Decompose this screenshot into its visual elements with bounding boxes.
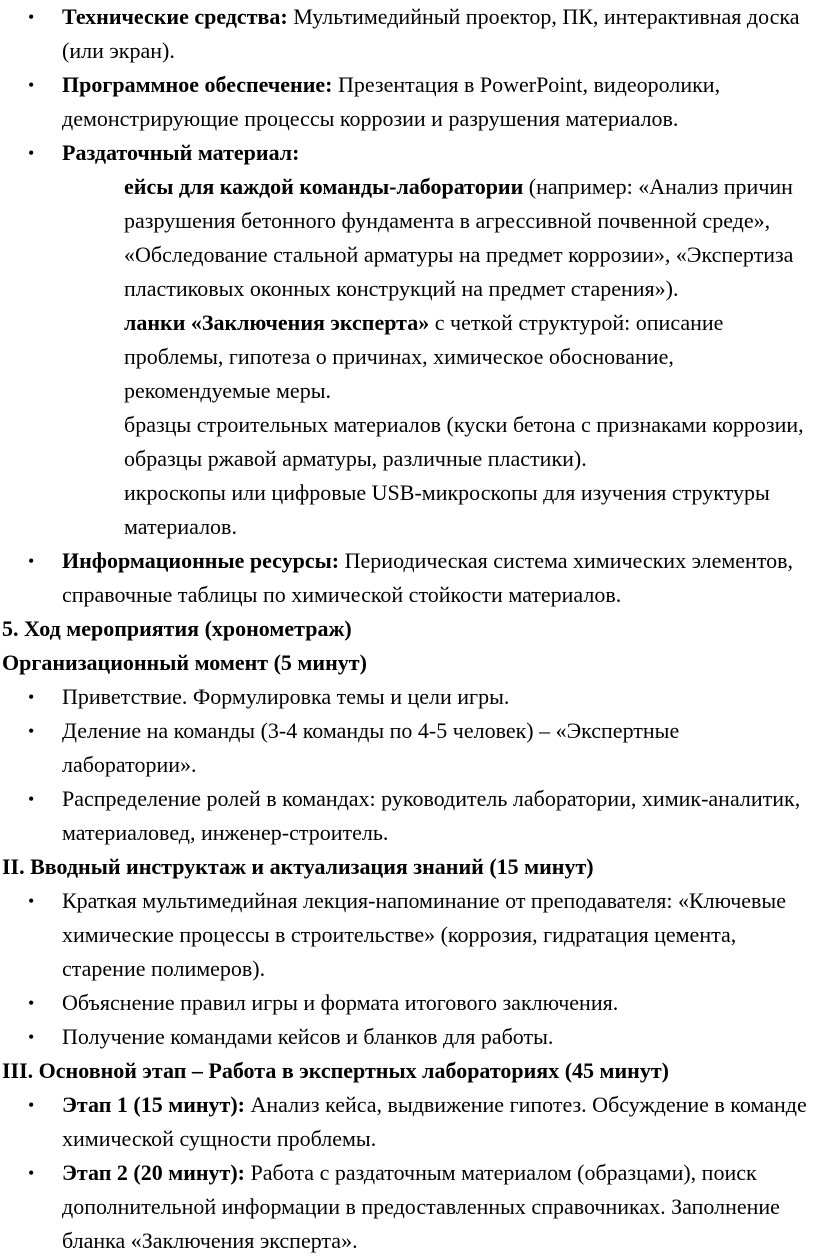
info-list	[0, 544, 816, 612]
list-item-stage-1	[0, 1088, 816, 1156]
item-label: Раздаточный материал:	[62, 140, 300, 165]
list-item: • Краткая мультимедийная лекция-напоминание от преподавателя: «Ключевые химические процессы в строительстве» (коррозия, гидратация цемента, старение полимеров).	[0, 884, 816, 986]
item-text: Мультимедийный проектор, ПК, интерактивная доска (или экран).	[62, 4, 800, 63]
list-item-software	[0, 68, 816, 136]
item-label: ейсы для каждой команды-лаборатории	[124, 174, 524, 199]
main-list	[0, 1088, 816, 1258]
list-item: • Объяснение правил игры и формата итогового заключения.	[0, 986, 816, 1020]
item-label: Этап 2 (20 минут):	[62, 1160, 246, 1185]
org-list	[0, 680, 816, 850]
handout-item-samples	[0, 408, 816, 476]
item-label: Этап 1 (15 минут):	[62, 1092, 246, 1117]
item-label: Информационные ресурсы:	[62, 548, 340, 573]
intro-heading: II. Вводный инструктаж и актуализация знаний (15 минут)	[2, 854, 594, 879]
list-item: • Получение командами кейсов и бланков для работы.	[0, 1020, 816, 1054]
item-label: Программное обеспечение:	[62, 72, 333, 97]
intro-list	[0, 884, 816, 1054]
item-text: с четкой структурой: описание проблемы, гипотеза о причинах, химическое обоснование, рекомендуемые меры.	[124, 310, 724, 403]
list-item-stage-2	[0, 1156, 816, 1258]
item-text: (например: «Анализ причин разрушения бетонного фундамента в агрессивной почвенной среде», «Обследование стальной арматуры на предмет коррозии», «Экспертиза пластиковых оконных конструкций на предмет старения»).	[124, 174, 794, 301]
item-text: бразцы строительных материалов (куски бетона с признаками коррозии, образцы ржавой арматуры, различные пластики).	[124, 412, 804, 471]
item-label: Технические средства:	[62, 4, 288, 29]
item-text: Работа с раздаточным материалом (образцами), поиск дополнительной информации в предоставленных справочниках. Заполнение бланка «Заключения эксперта».	[62, 1160, 780, 1253]
item-text: икроскопы или цифровые USB-микроскопы для изучения структуры материалов.	[124, 480, 770, 539]
handout-item-cases	[0, 170, 816, 306]
list-item: • Приветствие. Формулировка темы и цели игры.	[0, 680, 816, 714]
list-item: • Распределение ролей в командах: руководитель лаборатории, химик-аналитик, материаловед, инженер-строитель.	[0, 782, 816, 850]
list-item-handouts	[0, 136, 816, 170]
item-label: ланки «Заключения эксперта»	[124, 310, 430, 335]
org-heading: Организационный момент (5 минут)	[2, 650, 367, 675]
section-5-heading: 5. Ход мероприятия (хронометраж)	[2, 616, 352, 641]
list-item: • Деление на команды (3-4 команды по 4-5 человек) – «Экспертные лаборатории».	[0, 714, 816, 782]
item-text: Анализ кейса, выдвижение гипотез. Обсуждение в команде химической сущности проблемы.	[62, 1092, 807, 1151]
main-heading: III. Основной этап – Работа в экспертных лабораториях (45 минут)	[2, 1058, 669, 1083]
item-text: Периодическая система химических элементов, справочные таблицы по химической стойкости материалов.	[62, 548, 794, 607]
list-item-technical	[0, 0, 816, 68]
handout-item-forms	[0, 306, 816, 408]
item-text: Презентация в PowerPoint, видеоролики, демонстрирующие процессы коррозии и разрушения материалов.	[62, 72, 721, 131]
list-item-info	[0, 544, 816, 612]
handout-item-microscopes	[0, 476, 816, 544]
resources-list	[0, 0, 816, 170]
